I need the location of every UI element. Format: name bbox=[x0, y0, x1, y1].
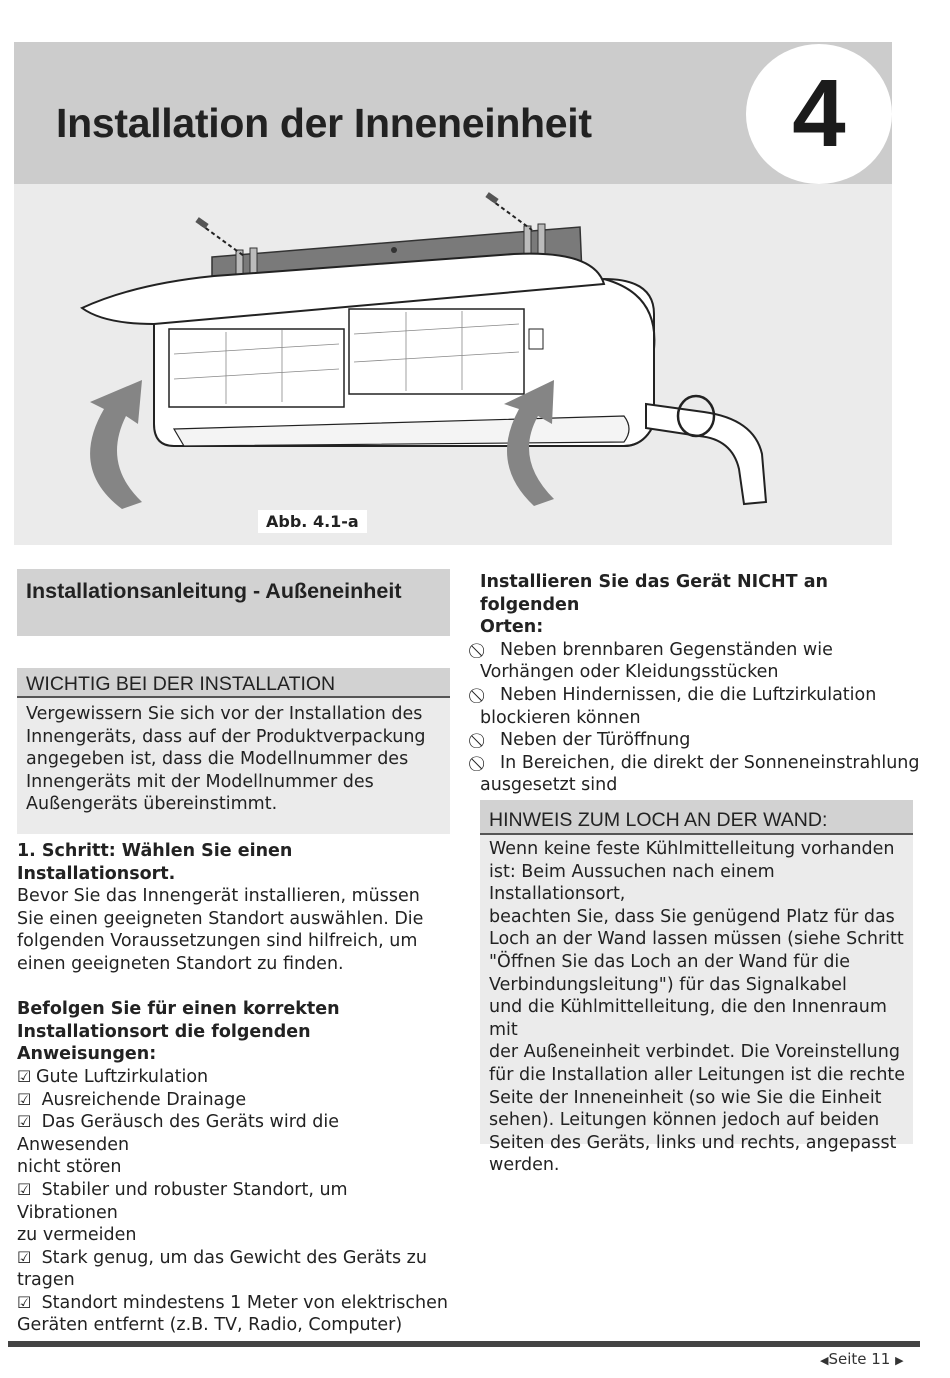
checkbox-checked-icon: ☑ bbox=[17, 1179, 32, 1199]
footer-bar bbox=[8, 1341, 920, 1347]
checklist-item: ☑ Stark genug, um das Gewicht des Geräts zu bbox=[17, 1247, 427, 1268]
requirements-heading: Installationsort die folgenden Anweisungen: bbox=[17, 1021, 311, 1065]
checklist-item: ☑ Gute Luftzirkulation bbox=[17, 1066, 209, 1087]
checkbox-checked-icon: ☑ bbox=[17, 1089, 32, 1109]
chapter-number: 4 bbox=[792, 60, 846, 167]
requirements-heading: Befolgen Sie für einen korrekten bbox=[17, 999, 340, 1020]
next-page-icon[interactable]: ▶ bbox=[895, 1354, 904, 1367]
text-line: Vergewissern Sie sich vor der Installation des bbox=[26, 704, 423, 724]
checkbox-checked-icon: ☑ bbox=[17, 1066, 32, 1086]
previous-page-icon[interactable]: ◀ bbox=[820, 1354, 829, 1367]
text-line: "Öffnen Sie das Loch an der Wand für die bbox=[489, 951, 851, 972]
page-number bbox=[820, 1350, 904, 1368]
text-line: folgenden Voraussetzungen sind hilfreich, um bbox=[17, 931, 418, 952]
text-line: beachten Sie, dass Sie genügend Platz für das bbox=[489, 906, 895, 927]
section-title: Installationsanleitung - Außeneinheit bbox=[26, 579, 402, 603]
right-column bbox=[480, 571, 920, 797]
step1-heading: 1. Schritt: Wählen Sie einen Installationsort. bbox=[17, 841, 293, 884]
text-line: ist: Beim Aussuchen nach einem Installationsort, bbox=[489, 861, 775, 905]
avoid-item-cont: Vorhängen oder Kleidungsstücken bbox=[480, 662, 779, 683]
chapter-badge bbox=[746, 44, 892, 184]
text-line: Seiten des Geräts, links und rechts, angepasst bbox=[489, 1132, 897, 1153]
text-line: einen geeigneten Standort zu finden. bbox=[17, 953, 344, 974]
important-note-heading: WICHTIG BEI DER INSTALLATION bbox=[26, 673, 336, 695]
checklist-item: ☑ Ausreichende Drainage bbox=[17, 1089, 247, 1110]
checkbox-checked-icon: ☑ bbox=[17, 1247, 32, 1267]
avoid-item: Neben der Türöffnung bbox=[480, 729, 920, 752]
avoid-item-cont: blockieren können bbox=[480, 707, 641, 728]
left-column bbox=[17, 840, 449, 1337]
avoid-item: Neben Hindernissen, die die Luftzirkulation bbox=[480, 684, 920, 707]
avoid-heading: Installieren Sie das Gerät NICHT an folgenden bbox=[480, 572, 828, 615]
checklist-item-cont: nicht stören bbox=[17, 1157, 122, 1178]
avoid-item: Neben brennbaren Gegenständen wie bbox=[480, 639, 920, 662]
figure-caption: Abb. 4.1-a bbox=[258, 510, 367, 533]
wall-note-heading: HINWEIS ZUM LOCH AN DER WAND: bbox=[489, 809, 828, 831]
text-line: Sie einen geeigneten Standort auswählen. Die bbox=[17, 908, 424, 929]
avoid-heading: Orten: bbox=[480, 617, 544, 638]
page-label: Seite 11 bbox=[828, 1350, 891, 1368]
prohibited-icon bbox=[480, 729, 500, 752]
avoid-item: In Bereichen, die direkt der Sonneneinstrahlung bbox=[480, 752, 920, 775]
page-title: Installation der Inneneinheit bbox=[56, 100, 592, 146]
text-line: Seite der Inneneinheit (so wie Sie die Einheit bbox=[489, 1087, 882, 1108]
checklist-item-cont: Geräten entfernt (z.B. TV, Radio, Computer) bbox=[17, 1315, 403, 1336]
text-line: Innengeräts mit der Modellnummer des bbox=[26, 771, 374, 792]
checkbox-checked-icon: ☑ bbox=[17, 1292, 32, 1312]
prohibited-icon bbox=[480, 752, 500, 775]
checklist-item: ☑ Das Geräusch des Geräts wird die Anwesenden bbox=[17, 1112, 339, 1155]
text-line: Loch an der Wand lassen müssen (siehe Schritt bbox=[489, 929, 904, 950]
checklist-item-cont: tragen bbox=[17, 1270, 75, 1291]
text-line: Verbindungsleitung") für das Signalkabel bbox=[489, 974, 847, 995]
text-line: sehen). Leitungen können jedoch auf beiden bbox=[489, 1110, 880, 1131]
checklist-item: ☑ Standort mindestens 1 Meter von elektrischen bbox=[17, 1292, 448, 1313]
checklist-item-cont: zu vermeiden bbox=[17, 1225, 137, 1246]
important-note-text bbox=[26, 703, 446, 816]
wall-note-text bbox=[489, 838, 911, 1177]
text-line: Wenn keine feste Kühlmittelleitung vorhanden bbox=[489, 839, 895, 859]
important-note-heading-bar bbox=[17, 668, 450, 698]
prohibited-icon bbox=[480, 639, 500, 662]
figure-panel bbox=[14, 184, 892, 545]
text-line: werden. bbox=[489, 1155, 560, 1176]
text-line: der Außeneinheit verbindet. Die Voreinstellung bbox=[489, 1042, 900, 1063]
text-line: Innengeräts, dass auf der Produktverpackung bbox=[26, 726, 426, 747]
text-line: angegeben ist, dass die Modellnummer des bbox=[26, 749, 409, 770]
text-line: und die Kühlmittelleitung, die den Innenraum mit bbox=[489, 997, 887, 1040]
text-line: für die Installation aller Leitungen ist die rechte bbox=[489, 1064, 906, 1085]
indoor-unit-illustration bbox=[14, 184, 892, 545]
checklist-item: ☑ Stabiler und robuster Standort, um Vibrationen bbox=[17, 1179, 348, 1223]
text-line: Bevor Sie das Innengerät installieren, müssen bbox=[17, 886, 420, 907]
wall-note-heading-bar bbox=[480, 800, 913, 835]
text-line: Außengeräts übereinstimmt. bbox=[26, 794, 278, 815]
avoid-item-cont: ausgesetzt sind bbox=[480, 775, 618, 796]
prohibited-icon bbox=[480, 684, 500, 707]
checkbox-checked-icon: ☑ bbox=[17, 1112, 32, 1132]
